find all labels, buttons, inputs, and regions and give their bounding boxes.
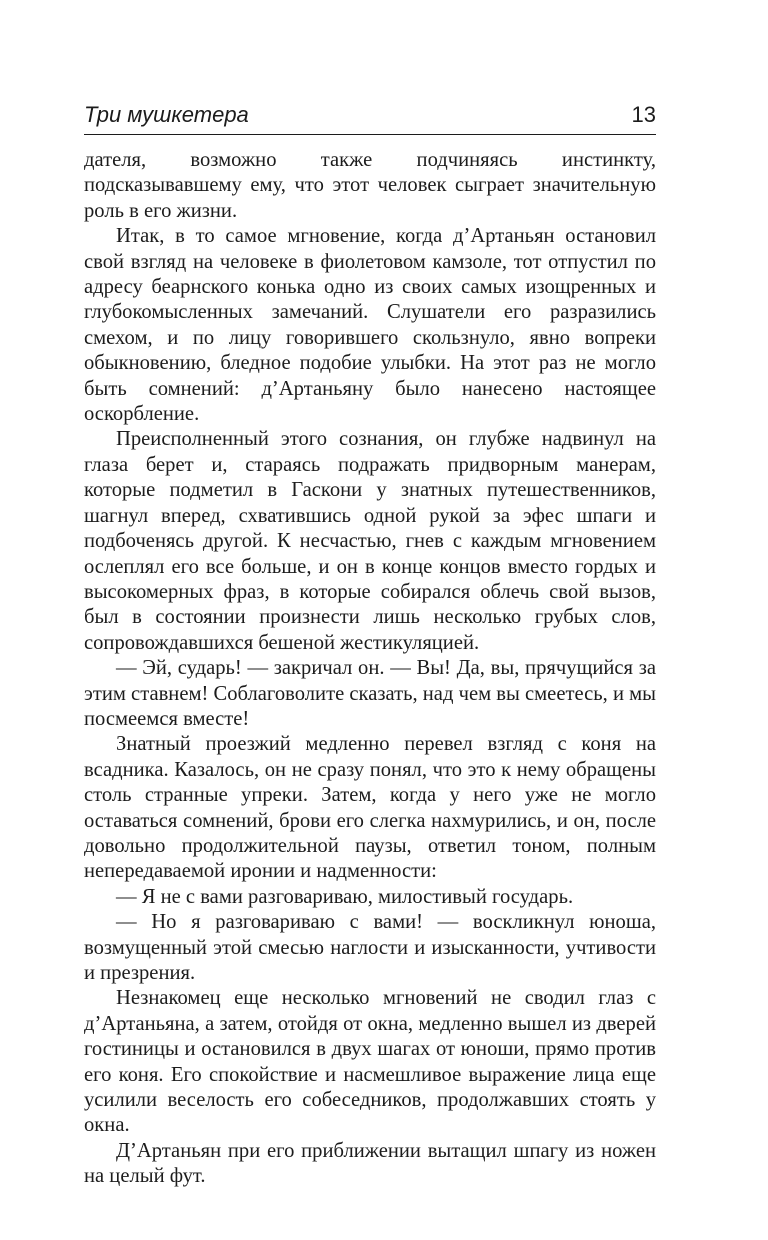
paragraph: Незнакомец еще несколько мгновений не сводил глаз с д’Артаньяна, а затем, отойдя от окна, медленно вышел из дверей гостиницы и остановился в двух шагах от юноши, прямо против его коня. Его спокойствие и насмешливое выражение лица еще усилили веселость его собеседников, продолжавших стоять у окна. [84,987,656,1137]
header-rule [84,134,656,135]
paragraph: Д’Артаньян при его приближении вытащил шпагу из ножен на целый фут. [84,1139,656,1188]
paragraph: Знатный проезжий медленно перевел взгляд с коня на всадника. Казалось, он не сразу понял, что это к нему обращены столь странные упреки. Затем, когда у него уже не могло оставаться сомнений, брови его слегка нахмурились, и он, после довольно продолжительной паузы, ответил тоном, полным непередаваемой иронии и надменности: [84,733,656,883]
running-header [84,100,656,134]
page-number: 13 [631,102,656,127]
body-text [84,148,656,1190]
dialogue-line: — Я не с вами разговариваю, милостивый государь. [116,885,574,908]
paragraph: Итак, в то самое мгновение, когда д’Артаньян остановил свой взгляд на человеке в фиолетовом камзоле, тот отпустил по адресу беарнского конька одно из своих самых изощренных и глубокомысленных замечаний. Слушатели его разразились смехом, и по лицу говорившего скользнуло, явно вопреки обыкновению, бледное подобие улыбки. На этот раз не могло быть сомнений: д’Артаньяну было нанесено настоящее оскорбление. [84,225,656,426]
paragraph: дателя, возможно также подчиняясь инстинкту, подсказывавшему ему, что этот человек сыграет значительную роль в его жизни. [84,149,656,222]
paragraph: Преисполненный этого сознания, он глубже надвинул на глаза берет и, стараясь подражать придворным манерам, которые подметил в Гаскони у знатных путешественников, шагнул вперед, схватившись одной рукой за эфес шпаги и подбоченясь другой. К несчастью, гнев с каждым мгновением ослеплял его все больше, и он в конце концов вместо гордых и высокомерных фраз, в которые собирался облечь свой вызов, был в состоянии произнести лишь несколько грубых слов, сопровождавшихся бешеной жестикуляцией. [84,428,656,654]
book-title: Три мушкетера [84,102,249,127]
dialogue-line: — Эй, сударь! — закричал он. — Вы! Да, вы, прячущийся за этим ставнем! Соблаговолите сказать, над чем вы смеетесь, и мы посмеемся вместе! [84,657,656,730]
dialogue-line: — Но я разговариваю с вами! — воскликнул юноша, возмущенный этой смесью наглости и изысканности, учтивости и презрения. [84,911,656,984]
